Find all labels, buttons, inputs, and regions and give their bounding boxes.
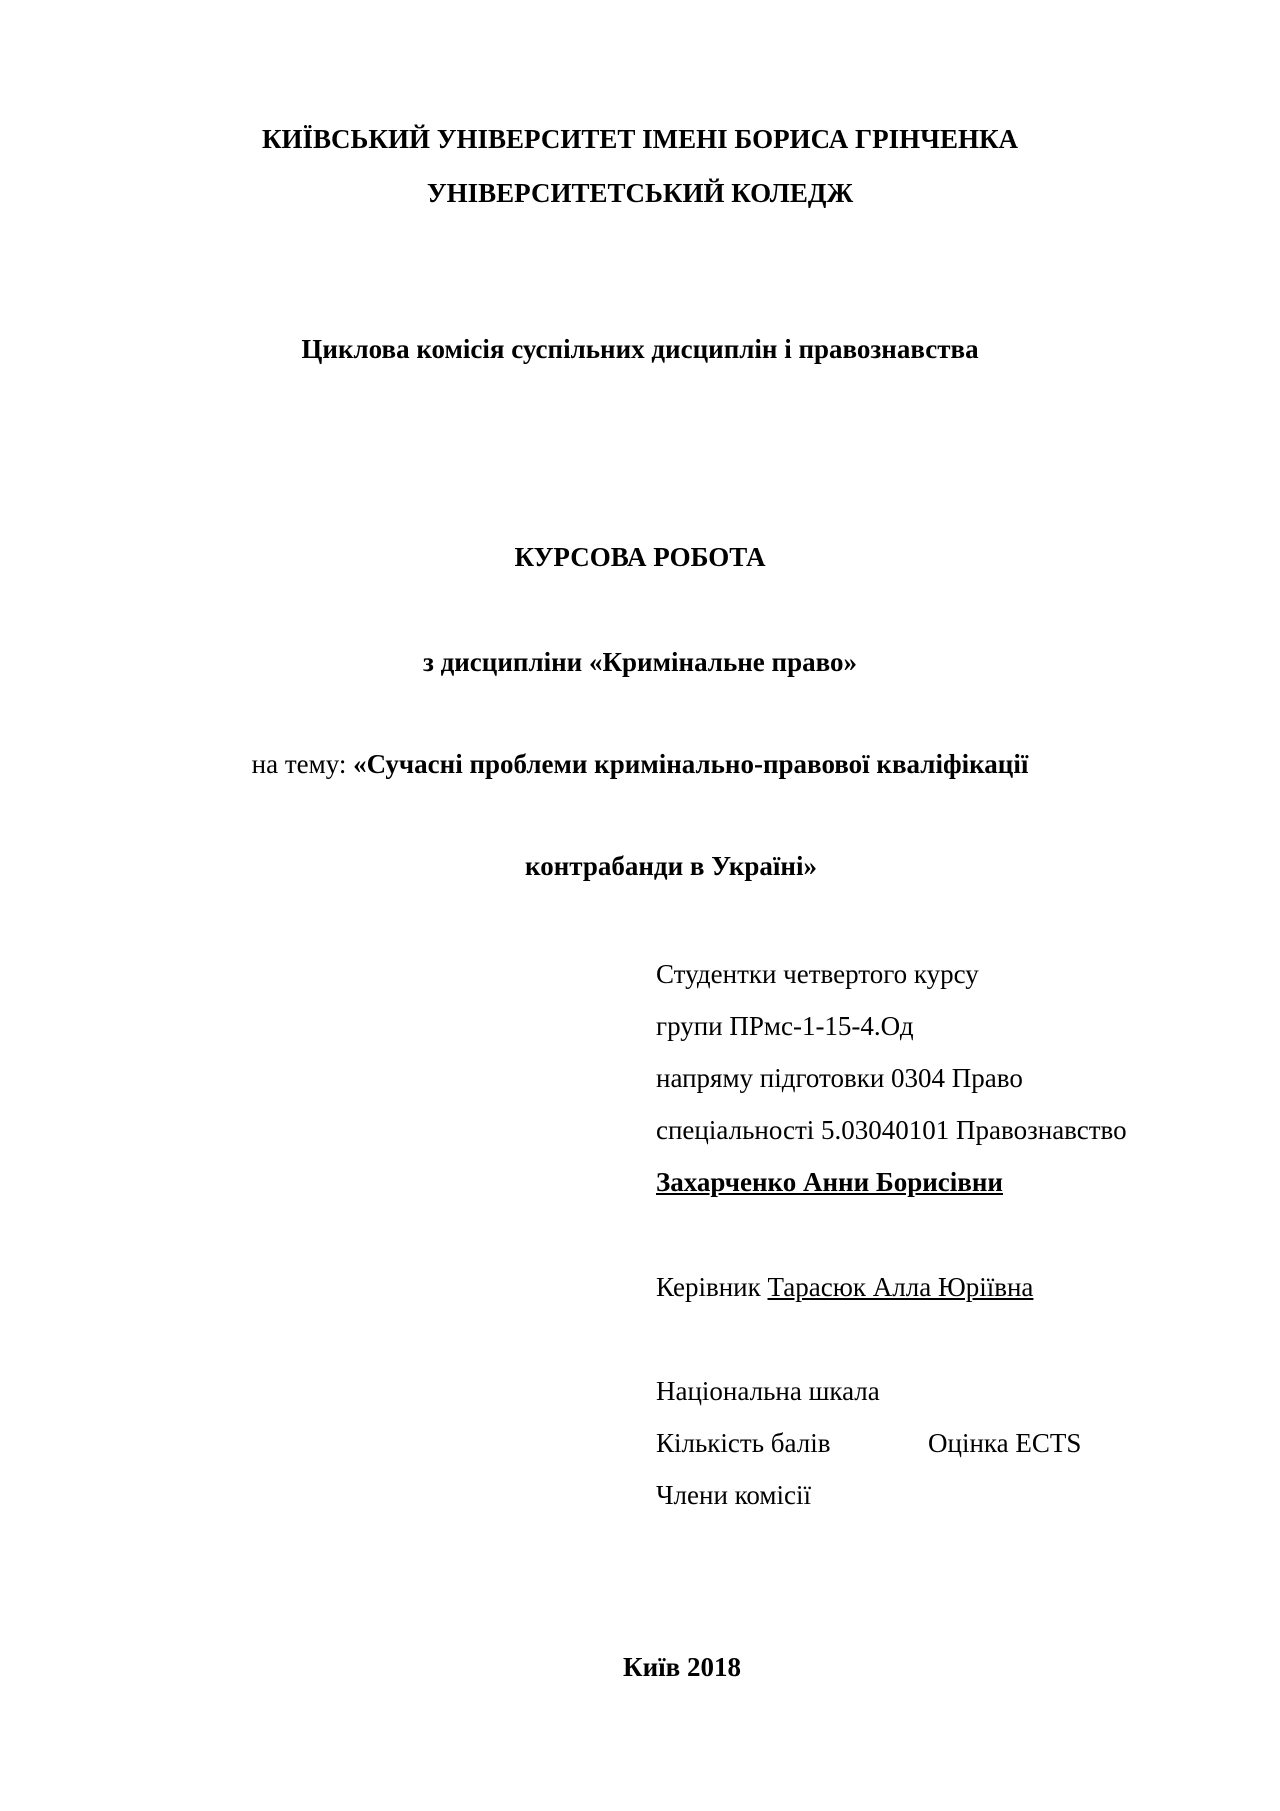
ects-label: Оцінка ECTS [928, 1428, 1082, 1458]
topic-prefix: на тему: [251, 749, 354, 779]
points-label: Кількість балів [656, 1428, 831, 1458]
city-year: Київ 2018 [623, 1652, 741, 1682]
work-type-title: КУРСОВА РОБОТА [514, 542, 766, 572]
topic-title-part-2: контрабанди в Україні» [525, 851, 817, 881]
college-name: УНІВЕРСИТЕТСЬКИЙ КОЛЕДЖ [426, 178, 854, 208]
student-name: Захарченко Анни Борисівни [656, 1167, 1003, 1197]
student-specialty: спеціальності 5.03040101 Правознавство [656, 1115, 1127, 1145]
discipline-line: з дисципліни «Кримінальне право» [422, 647, 857, 677]
commission-name: Циклова комісія суспільних дисциплін і правознавства [301, 334, 979, 364]
supervisor-label: Керівник [656, 1272, 768, 1302]
topic-title-part-1: «Сучасні проблеми кримінально-правової кваліфікації [353, 749, 1029, 779]
university-name: КИЇВСЬКИЙ УНІВЕРСИТЕТ ІМЕНІ БОРИСА ГРІНЧЕНКА [261, 124, 1019, 154]
topic-line-1 [0, 747, 1280, 781]
student-group: групи ПРмс-1-15-4.Од [656, 1011, 914, 1041]
student-course: Студентки четвертого курсу [656, 959, 979, 989]
commission-members-label: Члени комісії [656, 1480, 811, 1510]
student-direction: напряму підготовки 0304 Право [656, 1063, 1023, 1093]
supervisor-name: Тарасюк Алла Юріївна [767, 1272, 1034, 1302]
national-scale-label: Національна шкала [656, 1376, 880, 1406]
supervisor-line [656, 1270, 1033, 1304]
